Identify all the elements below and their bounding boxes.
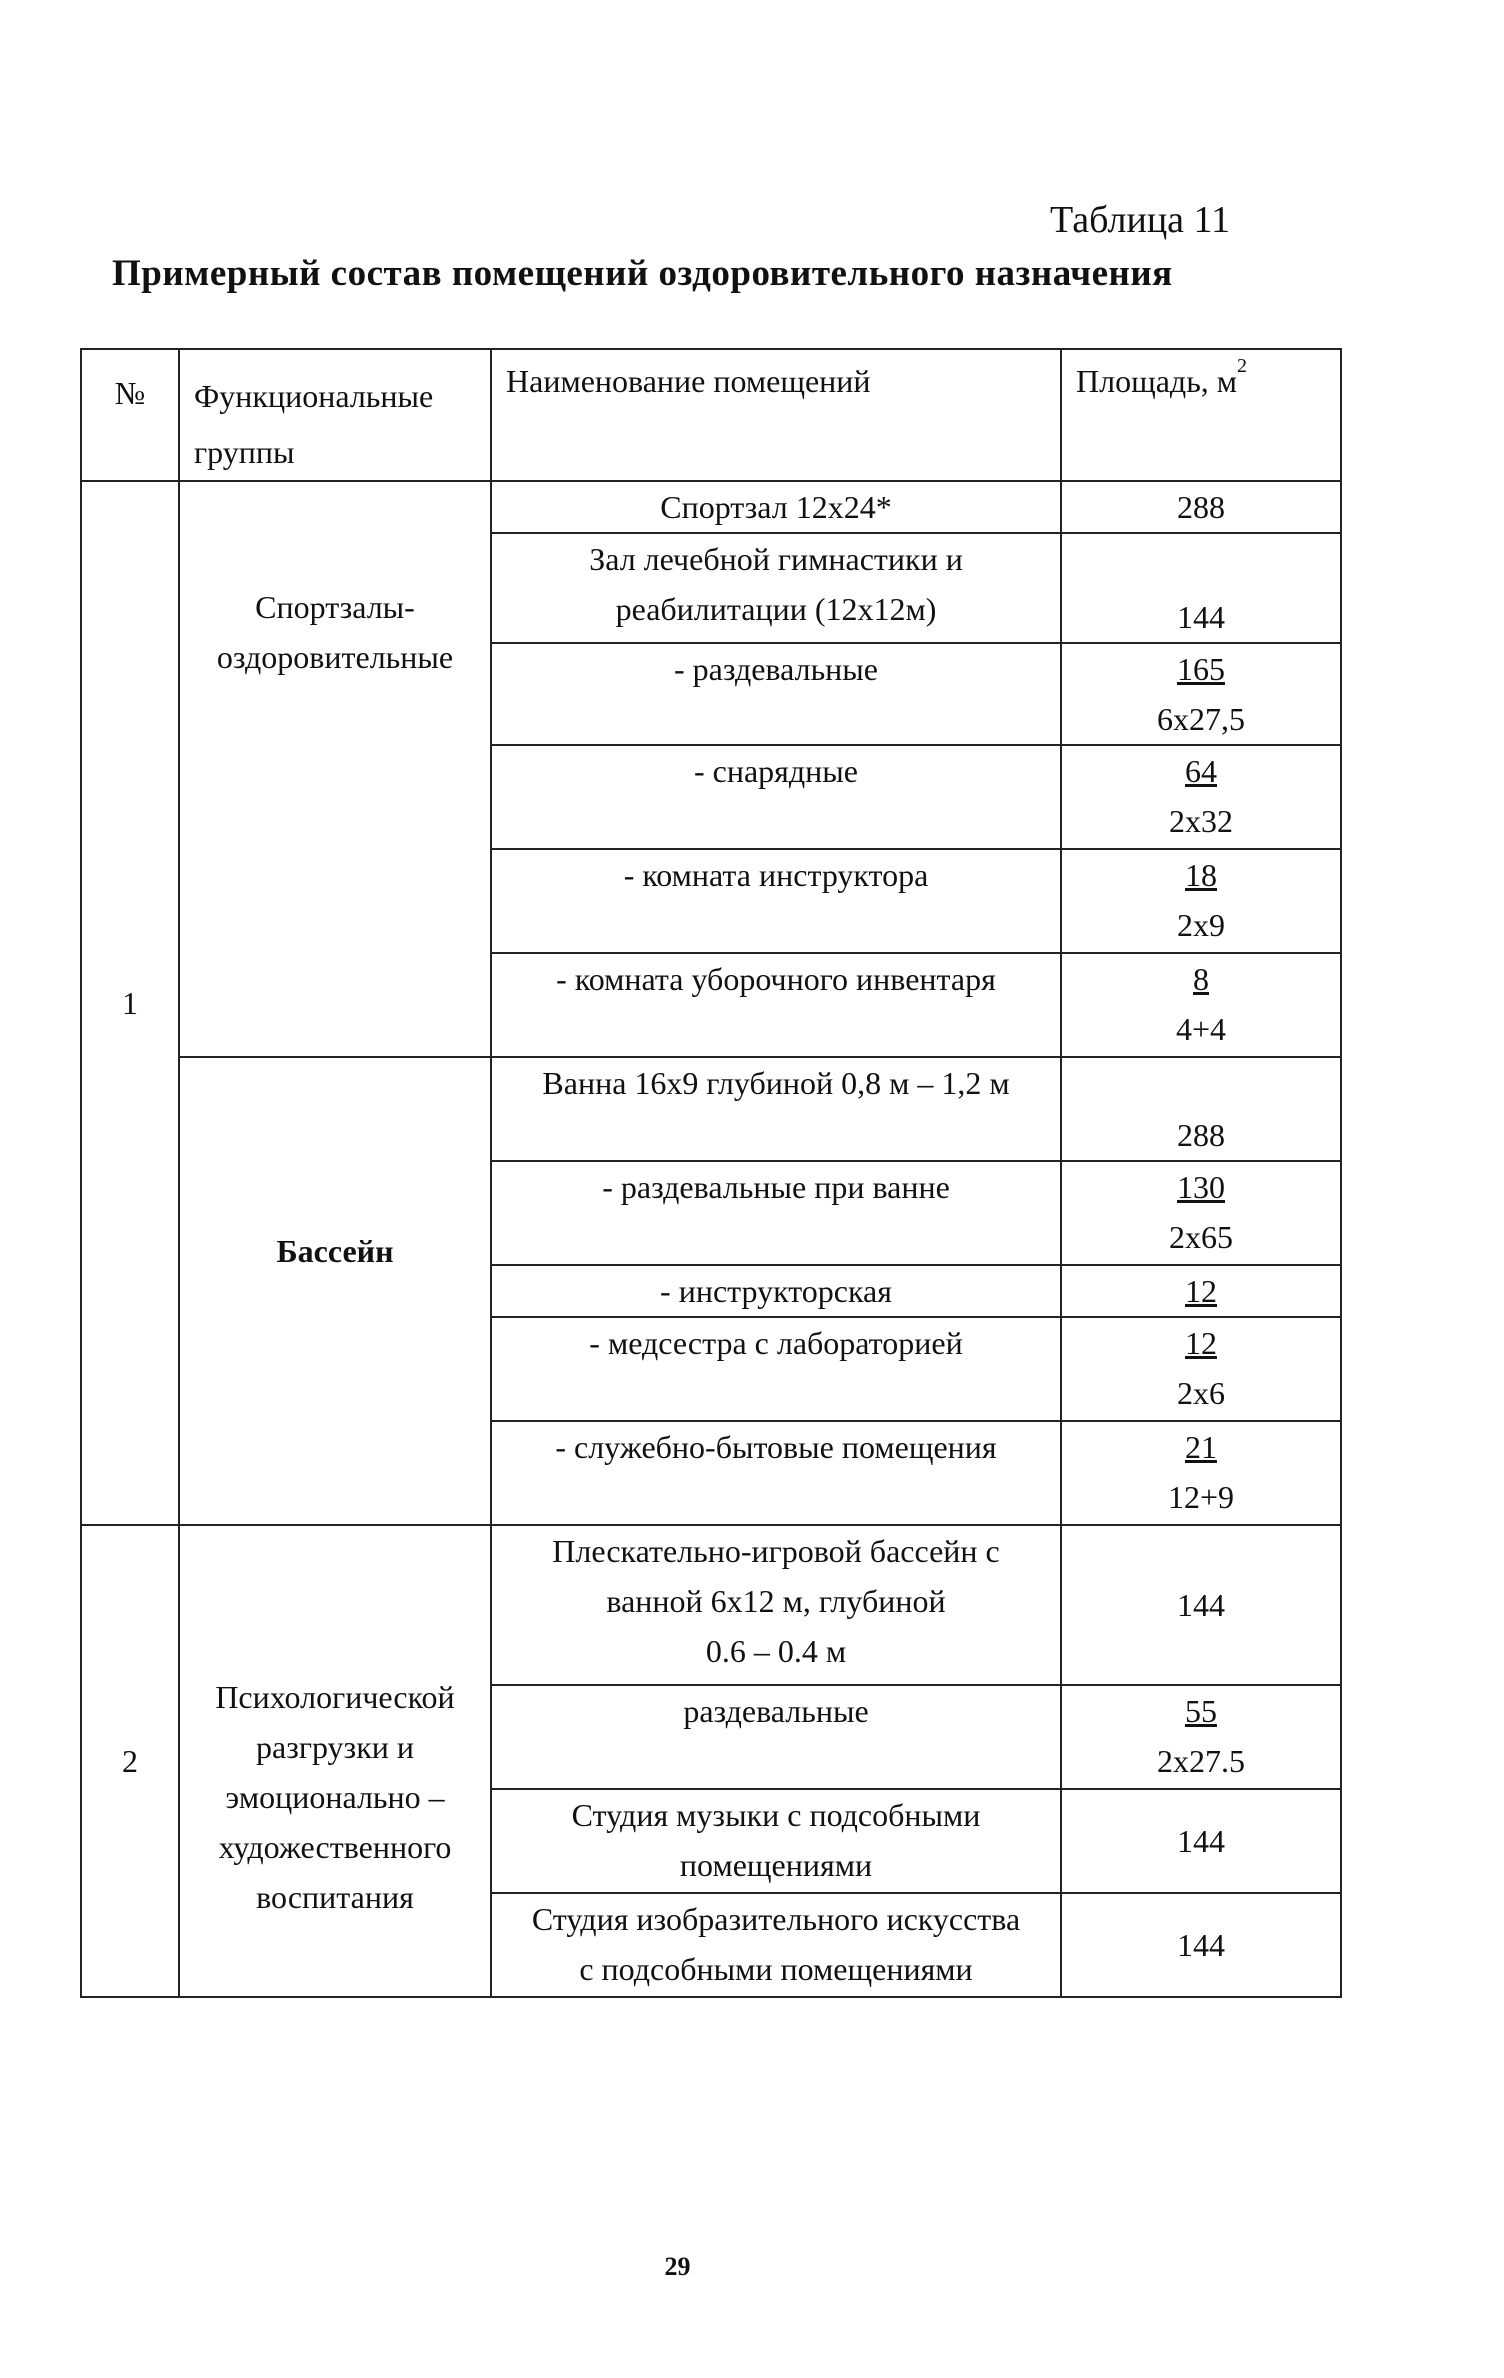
room-area-detail: 2x9 [1177, 907, 1225, 943]
room-name: - комната инструктора [491, 849, 1061, 953]
rooms-table [80, 348, 1342, 1998]
table-header-row [81, 349, 1341, 481]
room-area [1061, 953, 1341, 1057]
room-name: - комната уборочного инвентаря [491, 953, 1061, 1057]
room-name: раздевальные [491, 1685, 1061, 1789]
room-area-detail: 4+4 [1175, 1011, 1227, 1047]
room-name-line2: ванной 6x12 м, глубиной [606, 1583, 946, 1619]
room-area [1061, 643, 1341, 745]
table-row [81, 1057, 1341, 1161]
room-area-total: 21 [1185, 1429, 1217, 1465]
room-area-total: 12 [1185, 1273, 1217, 1309]
room-name: - медсестра с лабораторией [491, 1317, 1061, 1421]
room-area: 144 [1061, 1893, 1341, 1997]
room-name [491, 1893, 1061, 1997]
group-sport-halls-line1: Спортзалы- [255, 589, 415, 625]
room-area-detail: 6x27,5 [1157, 701, 1245, 737]
room-area [1061, 1161, 1341, 1265]
room-area [1061, 849, 1341, 953]
room-name-line2: с подсобными помещениями [579, 1951, 973, 1987]
room-area-total: 12 [1185, 1325, 1217, 1361]
room-name: - раздевальные [491, 643, 1061, 745]
room-name: Ванна 16x9 глубиной 0,8 м – 1,2 м [491, 1057, 1061, 1161]
room-name [491, 1789, 1061, 1893]
room-area [1061, 1685, 1341, 1789]
room-name-line3: 0.6 – 0.4 м [705, 1633, 847, 1669]
room-area-total: 55 [1185, 1693, 1217, 1729]
group-sport-halls-line2: оздоровительные [216, 639, 454, 675]
header-group-line2: группы [194, 434, 295, 470]
room-area-total: 130 [1177, 1169, 1225, 1205]
header-group-line1: Функциональные [194, 378, 434, 414]
room-name: - раздевальные при ванне [491, 1161, 1061, 1265]
room-area [1061, 745, 1341, 849]
room-name-line1: Зал лечебной гимнастики и [589, 541, 963, 577]
room-name: - служебно-бытовые помещения [491, 1421, 1061, 1525]
group-line1: Психологической [215, 1679, 455, 1715]
room-area-total: 8 [1193, 961, 1209, 997]
room-name: - снарядные [491, 745, 1061, 849]
group-pool: Бассейн [179, 1057, 491, 1525]
room-area: 144 [1061, 1789, 1341, 1893]
page-number: 29 [664, 2252, 691, 2281]
header-number: № [81, 349, 179, 481]
header-area-label: Площадь, м [1076, 363, 1238, 399]
group-line3: эмоционально – [225, 1779, 445, 1815]
room-area-detail: 2x32 [1169, 803, 1233, 839]
room-name [491, 1525, 1061, 1685]
room-area-detail: 12+9 [1167, 1479, 1235, 1515]
room-area [1061, 1421, 1341, 1525]
group-line4: художественного [218, 1829, 452, 1865]
table-label: Таблица 11 [1050, 199, 1231, 241]
room-name-line1: Плескательно-игровой бассейн с [552, 1533, 1000, 1569]
room-area [1061, 1317, 1341, 1421]
room-name [491, 533, 1061, 643]
room-area-detail: 2x6 [1177, 1375, 1225, 1411]
room-area: 288 [1061, 481, 1341, 533]
section-1-number: 1 [81, 481, 179, 1525]
section-2-number: 2 [81, 1525, 179, 1997]
room-name: - инструкторская [491, 1265, 1061, 1317]
group-line2: разгрузки и [256, 1729, 414, 1765]
room-name-line1: Студия изобразительного искусства [531, 1901, 1021, 1937]
room-area-total: 18 [1185, 857, 1217, 893]
room-area: 144 [1061, 1525, 1341, 1685]
room-name-line2: реабилитации (12х12м) [615, 591, 937, 627]
header-area [1061, 349, 1341, 481]
group-sport-halls [179, 481, 491, 1057]
header-area-sup: 2 [1237, 355, 1248, 377]
header-room-name: Наименование помещений [491, 349, 1061, 481]
room-area: 288 [1061, 1057, 1341, 1161]
table-row [81, 1525, 1341, 1685]
room-area-total: 165 [1177, 651, 1225, 687]
room-area [1061, 1265, 1341, 1317]
room-name-line1: Студия музыки с подсобными [571, 1797, 981, 1833]
room-area: 144 [1061, 533, 1341, 643]
document-title: Примерный состав помещений оздоровительного назначения [112, 253, 1173, 294]
group-psychological-relief [179, 1525, 491, 1997]
room-area-detail: 2x27.5 [1157, 1743, 1245, 1779]
room-area-detail: 2x65 [1169, 1219, 1233, 1255]
group-line5: воспитания [256, 1879, 414, 1915]
room-name: Спортзал 12x24* [491, 481, 1061, 533]
room-area-total: 64 [1185, 753, 1217, 789]
room-name-line2: помещениями [679, 1847, 873, 1883]
header-functional-groups [179, 349, 491, 481]
table-row [81, 481, 1341, 533]
